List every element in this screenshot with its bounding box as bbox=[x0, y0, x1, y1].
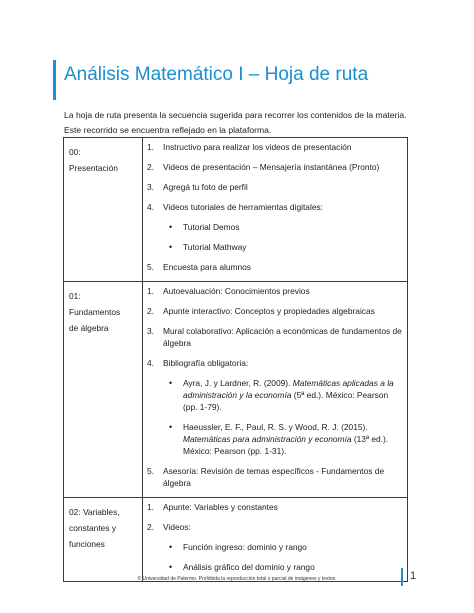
items-cell bbox=[143, 138, 408, 282]
item-text: Bibliografía obligatoria: bbox=[163, 358, 249, 368]
bullet-icon: • bbox=[169, 562, 173, 572]
item-number: 1. bbox=[147, 142, 154, 152]
list-item bbox=[147, 305, 403, 317]
sub-list-item bbox=[169, 241, 403, 253]
bullet-icon: • bbox=[169, 378, 173, 388]
unit-label: 00: bbox=[69, 147, 81, 157]
bullet-icon: • bbox=[169, 222, 173, 232]
list-item bbox=[147, 521, 403, 533]
items-cell bbox=[143, 282, 408, 498]
title-accent-bar bbox=[53, 60, 56, 100]
roadmap-table bbox=[63, 137, 408, 582]
item-text: Mural colaborativo: Aplicación a económicas de fundamentos de álgebra bbox=[163, 326, 402, 348]
item-text: Videos: bbox=[163, 522, 191, 532]
sub-list-item bbox=[169, 541, 403, 553]
item-text: Agregá tu foto de perfil bbox=[163, 182, 248, 192]
unit-label: constantes y bbox=[69, 523, 117, 533]
reference-authors: Ayra, J. y Lardner, R. (2009). bbox=[183, 378, 293, 388]
unit-label: Fundamentos bbox=[69, 307, 121, 317]
reference-book-title: Matemáticas para administración y economía bbox=[183, 434, 352, 444]
list-item bbox=[147, 285, 403, 297]
items-cell bbox=[143, 498, 408, 582]
item-number: 3. bbox=[147, 326, 154, 336]
item-text: Encuesta para alumnos bbox=[163, 262, 251, 272]
unit-label: 02: Variables, bbox=[69, 507, 120, 517]
list-item bbox=[147, 325, 403, 349]
reference-text bbox=[183, 377, 403, 413]
item-text: Autoevaluación: Conocimientos previos bbox=[163, 286, 310, 296]
unit-label: Presentación bbox=[69, 163, 118, 173]
page-number: 1 bbox=[410, 570, 417, 582]
footer-copyright: © Universidad de Palermo. Prohibida la reproducción total o parcial de imágenes y textos. bbox=[137, 576, 337, 582]
item-text: Apunte: Variables y constantes bbox=[163, 502, 278, 512]
bibliography-reference bbox=[169, 421, 403, 457]
unit-cell bbox=[64, 138, 143, 282]
intro-paragraph: La hoja de ruta presenta la secuencia sugerida para recorrer los contenidos de la materia. Este recorrido se encuentra reflejado en la plataforma. bbox=[64, 110, 407, 135]
bibliography-reference bbox=[169, 377, 403, 413]
bullet-icon: • bbox=[169, 422, 173, 432]
item-number: 1. bbox=[147, 502, 154, 512]
item-number: 4. bbox=[147, 202, 154, 212]
list-item bbox=[147, 141, 403, 153]
bullet-icon: • bbox=[169, 542, 173, 552]
table-row bbox=[64, 138, 408, 282]
sub-list-item bbox=[169, 221, 403, 233]
item-text: Videos de presentación – Mensajería instantánea (Pronto) bbox=[163, 162, 380, 172]
sub-item-text: Tutorial Demos bbox=[183, 222, 240, 232]
footer-accent-bar bbox=[401, 568, 403, 586]
list-item bbox=[147, 357, 403, 369]
item-text: Instructivo para realizar los videos de presentación bbox=[163, 142, 352, 152]
sub-list-item bbox=[169, 561, 403, 573]
sub-item-text: Tutorial Mathway bbox=[183, 242, 247, 252]
item-number: 5. bbox=[147, 262, 154, 272]
reference-text bbox=[183, 421, 403, 457]
item-number: 2. bbox=[147, 522, 154, 532]
unit-label: de álgebra bbox=[69, 323, 109, 333]
unit-cell bbox=[64, 498, 143, 582]
item-text: Videos tutoriales de herramientas digitales: bbox=[163, 202, 323, 212]
list-item bbox=[147, 201, 403, 213]
list-item bbox=[147, 261, 403, 273]
sub-item-text: Análisis gráfico del dominio y rango bbox=[183, 562, 315, 572]
list-item bbox=[147, 161, 403, 173]
item-number: 2. bbox=[147, 162, 154, 172]
item-number: 1. bbox=[147, 286, 154, 296]
page-title: Análisis Matemático I – Hoja de ruta bbox=[64, 64, 369, 85]
reference-publication: (13ª ed.). México: Pearson (pp. 1-31). bbox=[183, 434, 389, 456]
unit-cell bbox=[64, 282, 143, 498]
item-number: 5. bbox=[147, 466, 154, 476]
reference-authors: Haeussler, E. F., Paul, R. S. y Wood, R. J. (2015). bbox=[183, 422, 368, 432]
item-number: 4. bbox=[147, 358, 154, 368]
unit-label: funciones bbox=[69, 539, 105, 549]
bullet-icon: • bbox=[169, 242, 173, 252]
list-item bbox=[147, 501, 403, 513]
item-text: Apunte interactivo: Conceptos y propiedades algebraicas bbox=[163, 306, 375, 316]
table-row bbox=[64, 282, 408, 498]
item-text: Asesoría: Revisión de temas específicos - Fundamentos de álgebra bbox=[163, 466, 385, 488]
item-number: 2. bbox=[147, 306, 154, 316]
reference-publication: (5ª ed.). México: Pearson (pp. 1-79). bbox=[183, 390, 389, 412]
item-number: 3. bbox=[147, 182, 154, 192]
reference-book-title: Matemáticas aplicadas a la administración y la economía bbox=[183, 378, 394, 400]
sub-item-text: Función ingreso: dominio y rango bbox=[183, 542, 307, 552]
list-item bbox=[147, 181, 403, 193]
unit-label: 01: bbox=[69, 291, 81, 301]
list-item bbox=[147, 465, 403, 489]
table-row bbox=[64, 498, 408, 582]
